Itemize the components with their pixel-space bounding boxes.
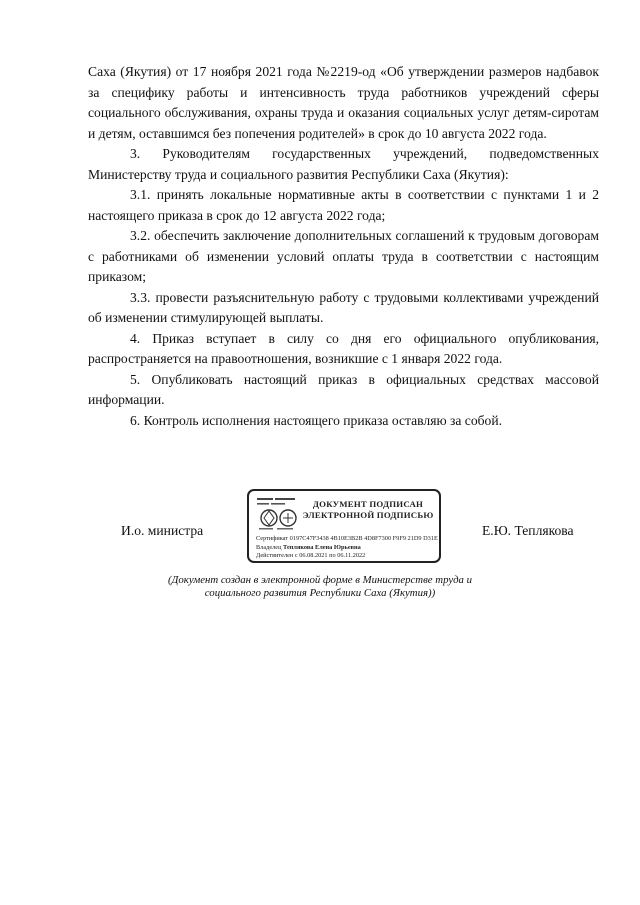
electronic-signature-stamp: [247, 489, 441, 563]
paragraph-2: 3. Руководителям государственных учреждений, подведомственных Министерству труда и социального развития Республики Саха (Якутия):: [88, 146, 599, 182]
document-caption: (Документ создан в электронной форме в Министерстве труда и социального развития Республики Саха (Якутия)): [167, 574, 473, 599]
certificate-line: [256, 535, 438, 542]
certificate-label: Сертификат: [256, 535, 289, 542]
signer-name: Е.Ю. Теплякова: [482, 523, 574, 538]
paragraph-8: 6. Контроль исполнения настоящего приказа оставляю за собой.: [130, 412, 503, 428]
valid-value: с 06.08.2021 по 06.11.2022: [294, 552, 366, 559]
owner-line: [256, 544, 361, 551]
paragraph-6: 4. Приказ вступает в силу со дня его официального опубликования, распространяется на правоотношения, возникшие с 1 января 2022 года.: [88, 330, 599, 366]
stamp-title: ДОКУМЕНТ ПОДПИСАН ЭЛЕКТРОННОЙ ПОДПИСЬЮ: [302, 499, 434, 520]
owner-label: Владелец: [256, 543, 282, 551]
paragraph-5: 3.3. провести разъяснительную работу с трудовыми коллективами учреждений об изменении стимулирующей выплаты.: [88, 289, 599, 325]
paragraph-7: 5. Опубликовать настоящий приказ в официальных средствах массовой информации.: [88, 371, 599, 407]
owner-value: Теплякова Елена Юрьевна: [283, 543, 361, 551]
valid-label: Действителен: [256, 552, 294, 559]
document-body: [88, 62, 599, 431]
coat-of-arms-icon: [255, 496, 299, 532]
paragraph-4: 3.2. обеспечить заключение дополнительных соглашений к трудовым договорам с работниками об изменении условий оплаты труда в соответствии с настоящим приказом;: [88, 228, 599, 284]
signature-block: [0, 488, 640, 568]
paragraph-3: 3.1. принять локальные нормативные акты в соответствии с пунктами 1 и 2 настоящего приказа в срок до 12 августа 2022 года;: [88, 187, 599, 223]
paragraph-1: Саха (Якутия) от 17 ноября 2021 года №2219-од «Об утверждении размеров надбавок за специфику работы и интенсивность труда работников учреждений сферы социального обслуживания, охраны труда и оказания социальных услуг детям-сиротам и детям, оставшимся без попечения родителей» в срок до 10 августа 2022 года.: [88, 64, 599, 141]
signer-position: И.о. министра: [121, 523, 204, 538]
certificate-value: 0197C47F3438 4B10E3B2B 4D8F7300 F9F9 21D9 D31E: [289, 535, 438, 542]
validity-line: [256, 552, 365, 559]
